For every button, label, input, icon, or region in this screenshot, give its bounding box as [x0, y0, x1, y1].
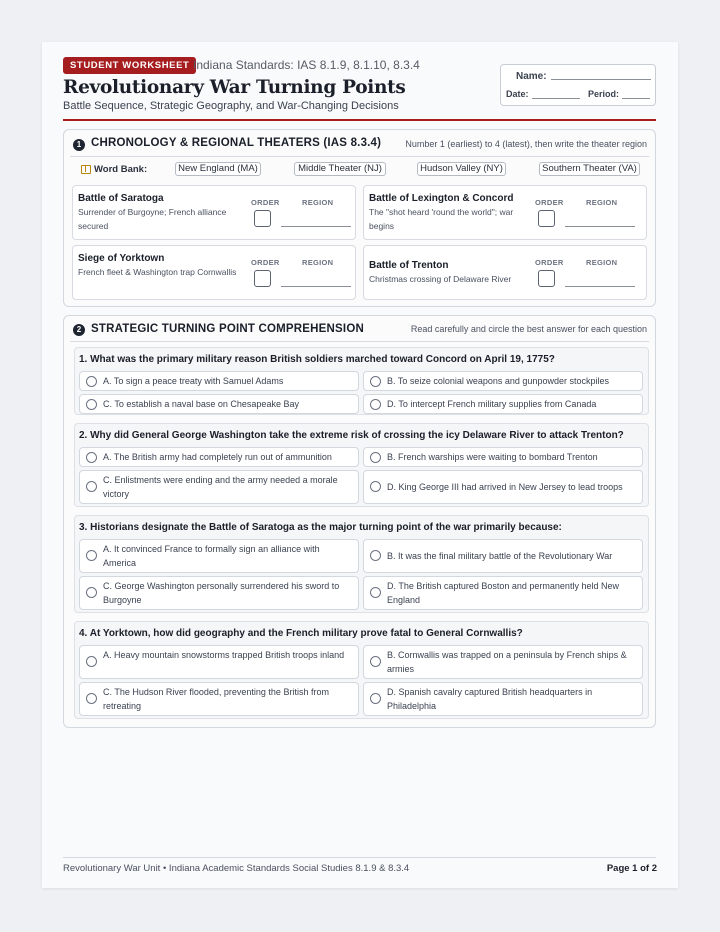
- answer-option[interactable]: [363, 645, 643, 679]
- period-label: Period:: [588, 89, 620, 99]
- date-field[interactable]: [532, 98, 580, 99]
- option-text: D. To intercept French military supplies from Canada: [387, 399, 597, 409]
- question-4: [74, 621, 649, 719]
- worksheet-page: [42, 42, 678, 888]
- option-text: A. The British army had completely run out of ammunition: [103, 452, 332, 462]
- section-divider: [70, 156, 649, 157]
- standards-text: Indiana Standards: IAS 8.1.9, 8.1.10, 8.3.4: [193, 58, 420, 72]
- order-input-box[interactable]: [538, 270, 555, 287]
- section-number: 2: [73, 324, 85, 336]
- question-3: [74, 515, 649, 613]
- radio-circle-icon[interactable]: [370, 550, 381, 561]
- answer-option[interactable]: [79, 371, 359, 391]
- battle-card-saratoga: [72, 185, 356, 240]
- word-bank-item: Southern Theater (VA): [539, 162, 640, 176]
- section-number: 1: [73, 139, 85, 151]
- answer-option[interactable]: [79, 645, 359, 679]
- question-2: [74, 423, 649, 507]
- word-bank-item: Hudson Valley (NY): [417, 162, 506, 176]
- battle-name: Battle of Trenton: [369, 260, 449, 271]
- word-bank-label: Word Bank:: [94, 164, 148, 175]
- radio-circle-icon[interactable]: [370, 399, 381, 410]
- option-text: B. Cornwallis was trapped on a peninsula by French ships & armies: [387, 650, 627, 674]
- page-subtitle: Battle Sequence, Strategic Geography, and War-Changing Decisions: [63, 100, 399, 112]
- footer-divider: [63, 857, 656, 858]
- order-input-box[interactable]: [538, 210, 555, 227]
- radio-circle-icon[interactable]: [86, 452, 97, 463]
- answer-option[interactable]: [363, 371, 643, 391]
- name-label: Name:: [516, 71, 547, 82]
- region-input-line[interactable]: [281, 226, 351, 227]
- battle-description: Christmas crossing of Delaware River: [369, 274, 512, 284]
- battle-card-yorktown: [72, 245, 356, 300]
- answer-option[interactable]: [79, 470, 359, 504]
- region-label: REGION: [586, 258, 618, 267]
- section-chronology: [63, 129, 656, 307]
- question-text: 3. Historians designate the Battle of Saratoga as the major turning point of the war primarily because:: [79, 522, 562, 533]
- name-field[interactable]: [551, 79, 651, 80]
- section-comprehension: [63, 315, 656, 728]
- radio-circle-icon[interactable]: [370, 656, 381, 667]
- radio-circle-icon[interactable]: [86, 587, 97, 598]
- option-text: B. It was the final military battle of the Revolutionary War: [387, 551, 613, 561]
- option-text: C. To establish a naval base on Chesapeake Bay: [103, 399, 299, 409]
- period-field[interactable]: [622, 98, 650, 99]
- page-title: Revolutionary War Turning Points: [63, 77, 406, 98]
- battle-name: Siege of Yorktown: [78, 253, 165, 264]
- page-number: Page 1 of 2: [606, 863, 657, 874]
- section-title: STRATEGIC TURNING POINT COMPREHENSION: [91, 323, 364, 335]
- order-label: ORDER: [535, 198, 564, 207]
- battle-description: French fleet & Washington trap Cornwallis: [78, 267, 237, 277]
- word-bank-item: New England (MA): [175, 162, 261, 176]
- book-icon: [81, 165, 91, 174]
- student-worksheet-badge: STUDENT WORKSHEET: [63, 57, 196, 74]
- battle-card-lexington: [363, 185, 647, 240]
- date-label: Date:: [506, 89, 529, 99]
- answer-option[interactable]: [79, 576, 359, 610]
- section-instruction: Read carefully and circle the best answer for each question: [410, 324, 647, 334]
- answer-option[interactable]: [79, 447, 359, 467]
- question-text: 4. At Yorktown, how did geography and the French military prove fatal to General Cornwallis?: [79, 628, 523, 639]
- order-label: ORDER: [251, 258, 280, 267]
- answer-option[interactable]: [363, 682, 643, 716]
- answer-option[interactable]: [363, 576, 643, 610]
- radio-circle-icon[interactable]: [86, 376, 97, 387]
- order-input-box[interactable]: [254, 270, 271, 287]
- region-label: REGION: [586, 198, 618, 207]
- region-input-line[interactable]: [565, 286, 635, 287]
- battle-card-trenton: [363, 245, 647, 300]
- region-input-line[interactable]: [281, 286, 351, 287]
- radio-circle-icon[interactable]: [370, 587, 381, 598]
- answer-option[interactable]: [79, 682, 359, 716]
- order-input-box[interactable]: [254, 210, 271, 227]
- option-text: B. To seize colonial weapons and gunpowder stockpiles: [387, 376, 609, 386]
- battle-name: Battle of Lexington & Concord: [369, 193, 514, 204]
- footer-unit-text: Revolutionary War Unit • Indiana Academic Standards Social Studies 8.1.9 & 8.3.4: [63, 863, 410, 874]
- question-1: [74, 347, 649, 415]
- radio-circle-icon[interactable]: [370, 693, 381, 704]
- radio-circle-icon[interactable]: [86, 550, 97, 561]
- student-info-box: [500, 64, 656, 106]
- answer-option[interactable]: [363, 539, 643, 573]
- option-text: D. The British captured Boston and permanently held New England: [387, 581, 619, 605]
- option-text: C. The Hudson River flooded, preventing the British from retreating: [103, 687, 329, 711]
- option-text: A. It convinced France to formally sign an alliance with America: [103, 544, 320, 568]
- battle-description: The "shot heard 'round the world"; war begins: [369, 207, 514, 231]
- radio-circle-icon[interactable]: [86, 481, 97, 492]
- header-divider: [63, 119, 656, 121]
- battle-description: Surrender of Burgoyne; French alliance secured: [78, 207, 227, 231]
- word-bank-item: Middle Theater (NJ): [294, 162, 386, 176]
- option-text: A. To sign a peace treaty with Samuel Adams: [103, 376, 284, 386]
- option-text: B. French warships were waiting to bombard Trenton: [387, 452, 598, 462]
- answer-option[interactable]: [79, 394, 359, 414]
- option-text: A. Heavy mountain snowstorms trapped British troops inland: [103, 650, 345, 660]
- section-title: CHRONOLOGY & REGIONAL THEATERS (IAS 8.3.4): [91, 137, 382, 149]
- question-text: 2. Why did General George Washington take the extreme risk of crossing the icy Delaware River to attack Trenton?: [79, 430, 624, 441]
- radio-circle-icon[interactable]: [370, 452, 381, 463]
- question-text: 1. What was the primary military reason British soldiers marched toward Concord on April 19, 1775?: [79, 354, 555, 365]
- region-input-line[interactable]: [565, 226, 635, 227]
- region-label: REGION: [302, 198, 334, 207]
- radio-circle-icon[interactable]: [86, 693, 97, 704]
- radio-circle-icon[interactable]: [370, 376, 381, 387]
- answer-option[interactable]: [363, 394, 643, 414]
- section-instruction: Number 1 (earliest) to 4 (latest), then write the theater region: [405, 139, 647, 149]
- battle-name: Battle of Saratoga: [78, 193, 164, 204]
- option-text: D. King George III had arrived in New Jersey to lead troops: [387, 482, 623, 492]
- order-label: ORDER: [251, 198, 280, 207]
- option-text: C. Enlistments were ending and the army needed a morale victory: [103, 475, 338, 499]
- region-label: REGION: [302, 258, 334, 267]
- answer-option[interactable]: [363, 470, 643, 504]
- option-text: D. Spanish cavalry captured British headquarters in Philadelphia: [387, 687, 593, 711]
- radio-circle-icon[interactable]: [370, 481, 381, 492]
- option-text: C. George Washington personally surrendered his sword to Burgoyne: [103, 581, 340, 605]
- radio-circle-icon[interactable]: [86, 656, 97, 667]
- answer-option[interactable]: [79, 539, 359, 573]
- order-label: ORDER: [535, 258, 564, 267]
- answer-option[interactable]: [363, 447, 643, 467]
- section-divider: [70, 341, 649, 342]
- radio-circle-icon[interactable]: [86, 399, 97, 410]
